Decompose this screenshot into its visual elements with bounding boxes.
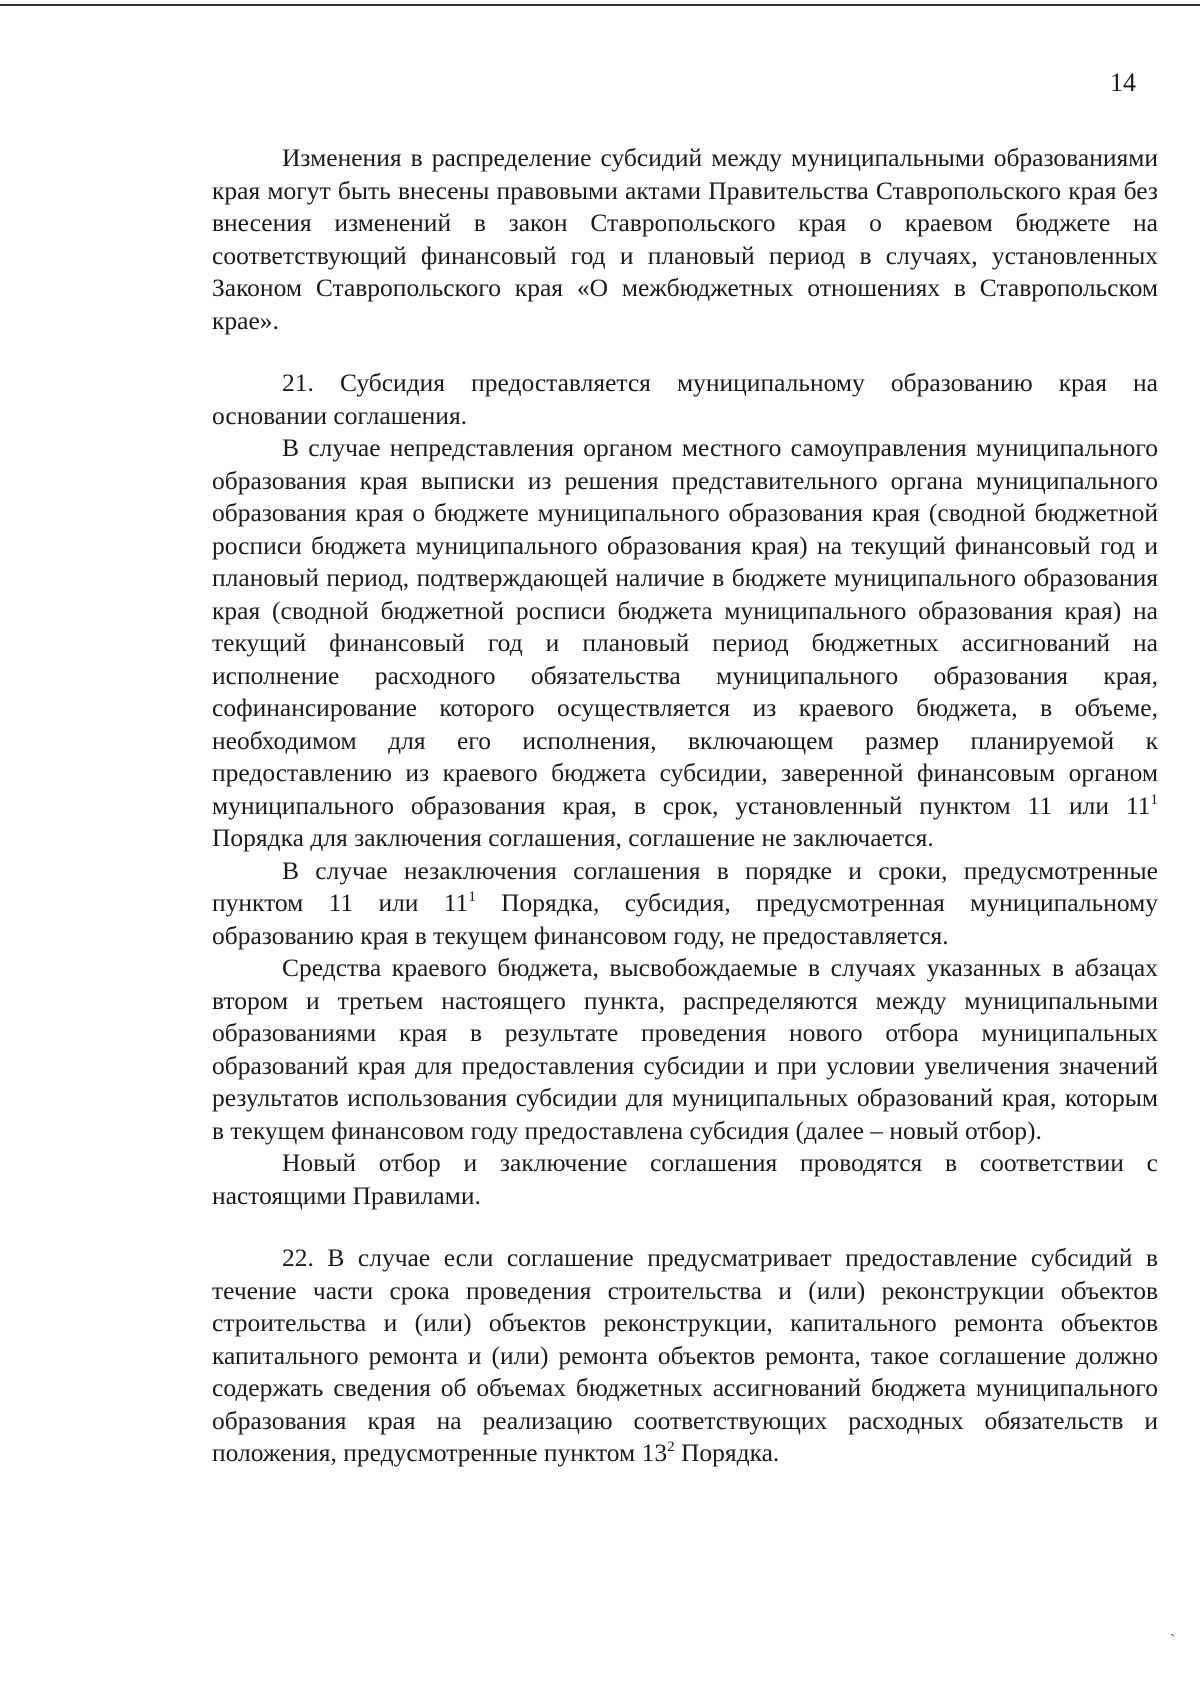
paragraph-non-submission [212,432,1158,855]
paragraph-released-funds: Средства краевого бюджета, высвобождаемые в случаях указанных в абзацах втором и третьем настоящего пункта, распределяются между муниципальными образованиями края в результате проведения нового отбора муниципальных образований края для предоставления субсидии и при условии увеличения значений результатов использования субсидии для муниципальных образований края, которым в текущем финансовом году предоставлена субсидия (далее – новый отбор). [212,953,1158,1145]
superscript: 1 [1150,791,1158,808]
paragraph-text: 22. В случае если соглашение предусматривает предоставление субсидий в течение части срока проведения строительства и (или) реконструкции объектов строительства и (или) объектов реконструкции, капитального ремонта объектов капитального ремонта и (или) ремонта объектов ремонта, такое соглашение должно содержать сведения об объемах бюджетных ассигнований бюджета муниципального образования края на реализацию соответствующих расходных обязательств и положения, предусмотренные пунктом 13 [212,1243,1158,1467]
paragraph-clause-22 [212,1242,1158,1470]
superscript: 1 [468,889,476,905]
superscript: 2 [667,1439,675,1455]
paragraph-text: Порядка, субсидия, предусмотренная муниципальному образованию края в текущем финансовом году, не предоставляется. [212,888,1158,950]
page-number: 14 [1110,68,1136,97]
paragraph-text: Порядка для заключения соглашения, соглашение не заключается. [212,823,934,852]
paragraph-text: В случае непредставления органом местного самоуправления муниципального образования края выписки из решения представительного органа муниципального образования края о бюджете муниципального образования края (сводной бюджетной росписи бюджета муниципального образования края) на текущий финансовый год и плановый период, подтверждающей наличие в бюджете муниципального образования края (сводной бюджетной росписи бюджета муниципального образования края) на текущий финансовый год и плановый период бюджетных ассигнований на исполнение расходного обязательства муниципального образования края, софинансирование которого осуществляется из краевого бюджета, в объеме, необходимом для его исполнения, включающем размер планируемой к предоставлению из краевого бюджета субсидии, заверенной финансовым органом муниципального образования края, в срок, установленный пунктом 11 или 11 [212,433,1158,820]
paragraph-new-selection: Новый отбор и заключение соглашения проводятся в соответствии с настоящими Правилами. [212,1148,1158,1210]
paragraph-non-conclusion [212,855,1158,953]
document-body [212,142,1158,1470]
top-edge-rule [0,4,1200,6]
scan-speck: ˎ [1170,1620,1176,1637]
paragraph-clause-21: 21. Субсидия предоставляется муниципальному образованию края на основании соглашения. [212,368,1158,430]
paragraph-text: Порядка. [674,1438,780,1467]
paragraph-text: В случае незаключения соглашения в порядке и сроки, предусмотренные пунктом 11 или 11 [212,855,1158,917]
paragraph-allocation-changes: Изменения в распределение субсидий между муниципальными образованиями края могут быть внесены правовыми актами Правительства Ставропольского края без внесения изменений в закон Ставропольского края о краевом бюджете на соответствующий финансовый год и плановый период в случаях, установленных Законом Ставропольского края «О межбюджетных отношениях в Ставропольском крае». [212,143,1158,335]
